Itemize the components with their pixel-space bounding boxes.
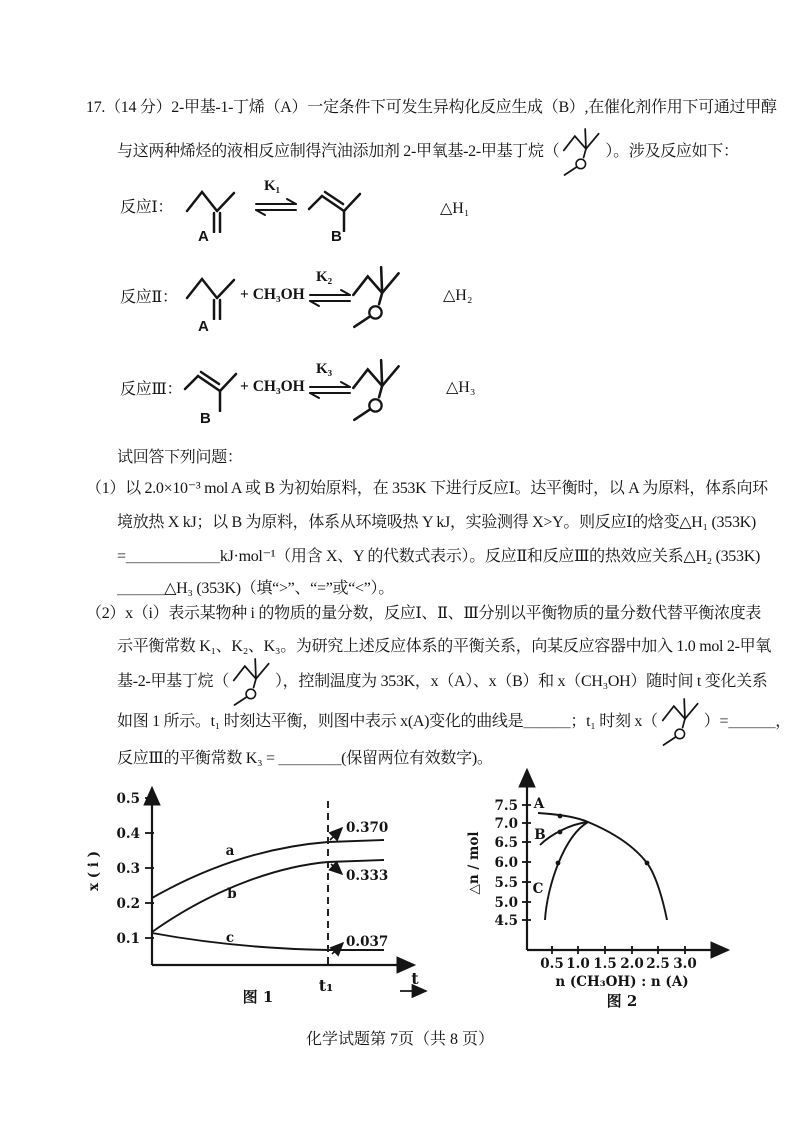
x-tick: 0.5 xyxy=(540,956,564,972)
molecule-B-icon xyxy=(306,184,362,232)
annotation-0370: 0.370 xyxy=(346,820,389,836)
figure-1-chart xyxy=(82,776,442,1014)
part2-line-2: 示平衡常数 K₁、K₂、K₃。为研究上述反应体系的平衡关系，向某反应容器中加入 1.0 mol 2-甲氧 xyxy=(117,638,772,655)
reaction-1-label: 反应Ⅰ： xyxy=(120,199,174,216)
part2-line4-post: ）=＿＿＿， xyxy=(703,713,791,730)
part1-line-2: 境放热 X kJ；以 B 为原料，体系从环境吸热 Y kJ，实验测得 X>Y。则反应Ⅰ的焓变△H₁ (353K) xyxy=(117,514,756,531)
molecule-B-icon xyxy=(182,364,238,412)
part1-line-4: ＿＿＿△H₃ (353K)（填“>”、“=”或“<”）。 xyxy=(117,580,394,597)
y-tick: 0.3 xyxy=(116,861,140,877)
k1-constant-label: K₁ xyxy=(264,178,281,194)
part2-line-4 xyxy=(117,692,791,752)
part1-line-1: （1）以 2.0×10⁻³ mol A 或 B 为初始原料，在 353K 下进行反应Ⅰ。达平衡时，以 A 为原料，体系向环 xyxy=(86,480,768,497)
curve-B-label: B xyxy=(534,827,546,843)
annotation-0037: 0.037 xyxy=(346,934,389,950)
y-tick: 6.0 xyxy=(494,855,518,871)
y-tick: 7.0 xyxy=(494,816,518,832)
question-intro-line-1: 17.（14 分）2-甲基-1-丁烯（A）一定条件下可发生异构化反应生成（B）,在催化剂作用下可通过甲醇 xyxy=(86,99,777,116)
molecule-A-icon xyxy=(184,270,238,320)
equilibrium-arrow-icon xyxy=(254,197,298,217)
part2-line4-pre: 如图 1 所示。t₁ 时刻达平衡，则图中表示 x(A)变化的曲线是＿＿＿；t₁ 时刻 x（ xyxy=(117,713,658,730)
y-axis-label: △n / mol xyxy=(466,831,482,895)
methanol-reagent: + CH₃OH xyxy=(240,286,305,303)
part2-line3-post: ），控制温度为 353K，x（A）、x（B）和 x（CH₃OH）随时间 t 变化关系 xyxy=(274,673,768,690)
part2-line-1: （2）x（i）表示某物种 i 的物质的量分数，反应Ⅰ、Ⅱ、Ⅲ分别以平衡物质的量分数代替平衡浓度表 xyxy=(86,605,762,622)
x-tick: 1.5 xyxy=(593,956,617,972)
answer-prompt: 试回答下列问题： xyxy=(117,449,243,466)
k2-constant-label: K₂ xyxy=(316,269,333,285)
molecule-product-icon xyxy=(350,355,404,425)
figure-2-caption: 图 2 xyxy=(606,992,638,1008)
figure-2-chart xyxy=(448,756,748,1008)
part2-line-5: 反应Ⅲ的平衡常数 K₃ = ＿＿＿＿(保留两位有效数字)。 xyxy=(117,750,493,767)
y-tick: 0.4 xyxy=(116,826,140,842)
data-point xyxy=(558,830,563,835)
intro-line2-pre: 与这两种烯烃的液相反应制得汽油添加剂 2-甲氧基-2-甲基丁烷（ xyxy=(117,143,560,160)
x-tick: 3.0 xyxy=(673,956,697,972)
intro-line2-post: ）。涉及反应如下： xyxy=(605,143,739,160)
curve-A-label: A xyxy=(533,796,545,812)
t1-mark: t₁ xyxy=(318,976,334,995)
reaction-2-label: 反应Ⅱ： xyxy=(120,289,178,306)
molecule-2-methoxy-2-methylbutane-icon xyxy=(660,695,702,749)
question-intro-line-2 xyxy=(117,122,739,182)
y-tick: 4.5 xyxy=(494,913,518,929)
molecule-A-letter: A xyxy=(198,318,209,335)
delta-h1-label: △H₁ xyxy=(440,200,470,217)
molecule-A-icon xyxy=(184,183,238,233)
molecule-B-letter: B xyxy=(331,228,342,245)
y-tick: 0.1 xyxy=(116,931,140,947)
figure-1-caption: 图 1 xyxy=(242,988,274,1006)
y-tick: 0.2 xyxy=(116,896,140,912)
curve-b-label: b xyxy=(227,886,237,902)
y-tick: 7.5 xyxy=(494,798,518,814)
molecule-2-methoxy-2-methylbutane-icon xyxy=(561,125,603,179)
x-tick: 1.0 xyxy=(566,956,590,972)
curve-c-label: c xyxy=(225,930,235,946)
molecule-B-letter: B xyxy=(200,410,211,427)
x-axis-label: n (CH₃OH) : n (A) xyxy=(555,974,689,990)
data-point xyxy=(558,814,563,819)
y-tick: 5.0 xyxy=(494,895,518,911)
equilibrium-arrow-icon xyxy=(308,380,352,400)
x-tick: 2.5 xyxy=(646,956,670,972)
y-tick: 6.5 xyxy=(494,835,518,851)
equilibrium-arrow-icon xyxy=(308,288,352,308)
part1-line-3: =＿＿＿＿＿＿kJ·mol⁻¹（用含 X、Y 的代数式表示）。反应Ⅱ和反应Ⅲ的热效应关系△H₂ (353K) xyxy=(117,548,760,565)
x-tick: 2.0 xyxy=(620,956,644,972)
methanol-reagent: + CH₃OH xyxy=(240,378,305,395)
y-tick: 5.5 xyxy=(494,875,518,891)
data-point xyxy=(556,861,561,866)
y-axis-label: x ( i ) xyxy=(86,850,102,892)
x-axis-label: t xyxy=(411,969,419,988)
page-footer: 化学试题第 7页（共 8 页） xyxy=(305,1031,494,1048)
annotation-0333: 0.333 xyxy=(346,868,389,884)
curve-a-label: a xyxy=(225,843,235,859)
reaction-3-label: 反应Ⅲ： xyxy=(120,381,183,398)
delta-h3-label: △H₃ xyxy=(446,379,476,396)
delta-h2-label: △H₂ xyxy=(443,287,473,304)
y-tick: 0.5 xyxy=(116,791,140,807)
curve-B xyxy=(540,822,588,845)
data-point xyxy=(645,861,650,866)
molecule-A-letter: A xyxy=(198,228,209,245)
k3-constant-label: K₃ xyxy=(316,361,333,377)
curve-C-label: C xyxy=(532,881,544,897)
molecule-product-icon xyxy=(350,262,404,332)
part2-line3-pre: 基-2-甲基丁烷（ xyxy=(117,673,229,690)
